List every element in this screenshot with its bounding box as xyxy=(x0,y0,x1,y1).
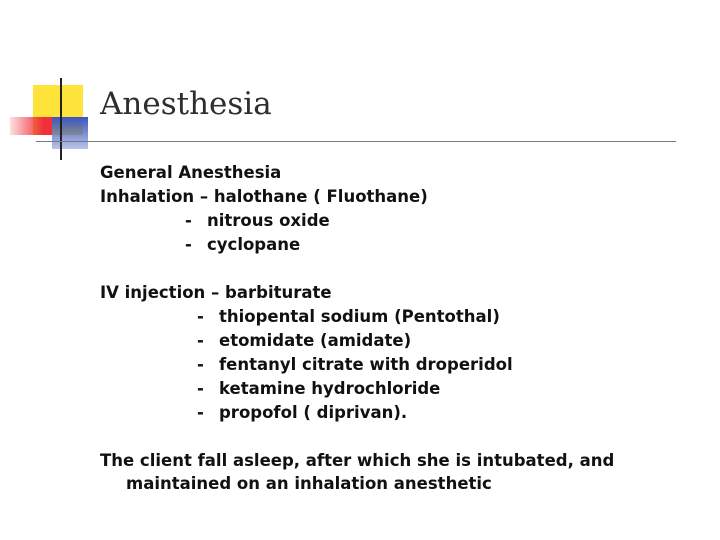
list-item xyxy=(100,353,700,377)
dash-bullet: - xyxy=(197,403,204,422)
summary-paragraph: The client fall asleep, after which she is intubated, and maintained on an inhalation anesthetic xyxy=(100,451,615,493)
list-item xyxy=(100,401,700,425)
list-item xyxy=(100,233,700,257)
general-heading: General Anesthesia xyxy=(100,163,282,182)
title-underline xyxy=(36,141,676,142)
iv-label: IV injection – barbiturate xyxy=(100,283,332,302)
dash-bullet: - xyxy=(185,235,192,254)
dash-bullet: - xyxy=(197,355,204,374)
inhalation-item-text: nitrous oxide xyxy=(207,211,330,230)
inhalation-item-text: cyclopane xyxy=(207,235,301,254)
inhalation-label: Inhalation – halothane ( Fluothane) xyxy=(100,187,428,206)
list-item xyxy=(100,305,700,329)
dash-bullet: - xyxy=(197,307,204,326)
slide-body xyxy=(100,161,700,495)
list-item xyxy=(100,329,700,353)
decor-blue-square xyxy=(52,117,88,149)
spacer xyxy=(100,257,700,281)
iv-item-text: ketamine hydrochloride xyxy=(219,379,441,398)
list-item xyxy=(100,377,700,401)
iv-item-text: propofol ( diprivan). xyxy=(219,403,408,422)
decor-red-bar xyxy=(10,117,52,135)
dash-bullet: - xyxy=(197,379,204,398)
iv-item-text: fentanyl citrate with droperidol xyxy=(219,355,513,374)
iv-item-text: thiopental sodium (Pentothal) xyxy=(219,307,500,326)
iv-item-text: etomidate (amidate) xyxy=(219,331,412,350)
slide-title: Anesthesia xyxy=(100,86,272,122)
list-item xyxy=(100,209,700,233)
decor-vertical-line xyxy=(60,78,62,160)
spacer xyxy=(100,425,700,449)
dash-bullet: - xyxy=(185,211,192,230)
dash-bullet: - xyxy=(197,331,204,350)
